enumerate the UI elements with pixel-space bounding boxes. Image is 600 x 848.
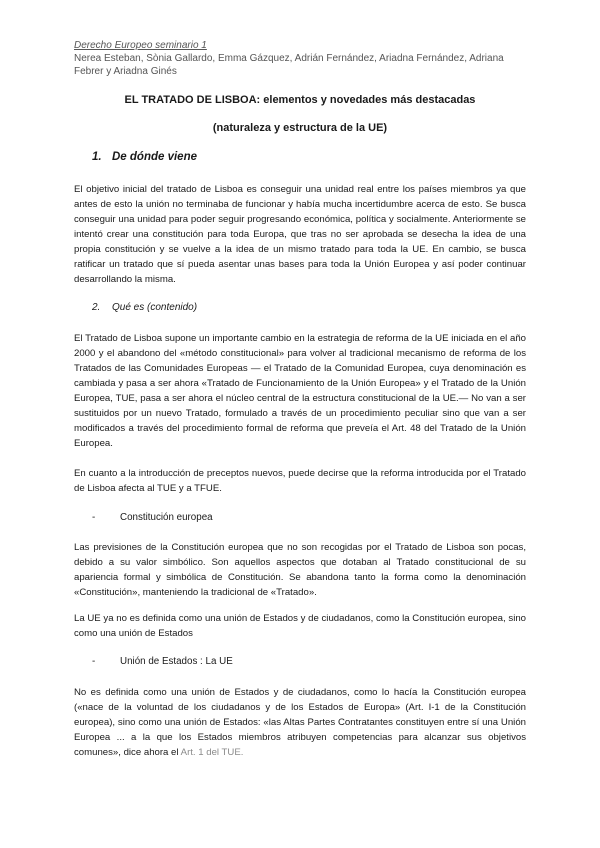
- document-subtitle: (naturaleza y estructura de la UE): [212, 122, 388, 134]
- course-header: Derecho Europeo seminario 1: [74, 40, 207, 51]
- section-2-paragraph-2: En cuanto a la introducción de preceptos nuevos, puede decirse que la reforma introducida por el Tratado de Lisboa afecta al TUE y a TFUE.: [74, 468, 526, 494]
- section-1-title: De dónde viene: [112, 151, 197, 163]
- bullet-dash: -: [92, 512, 96, 523]
- document-title: EL TRATADO DE LISBOA: elementos y novedades más destacadas: [124, 94, 476, 106]
- bullet-label: Constitución europea: [120, 512, 213, 523]
- section-2-heading: [92, 302, 197, 313]
- section-1-paragraph: El objetivo inicial del tratado de Lisboa es conseguir una unidad real entre los países miembros ya que antes de esto la unión no terminaba de funcionar y había mucha incertidumbre acerca de esto. Se busca conseguir una unidad para poder seguir progresando económica, política y socialmente. Anteriormente se intentó crear una constitución para toda Europa, que tras no ser aprobada se desecha la idea de una propia constitución y se vuelve a la idea de un mismo tratado para toda la UE. En cambio, se busca ratificar un tratado que sí pueda asentar unas bases para toda la Unión Europea y así poder continuar desarrollando la misma.: [74, 184, 526, 285]
- bullet-dash: -: [92, 656, 96, 667]
- authors-line: Nerea Esteban, Sònia Gallardo, Emma Gázquez, Adrián Fernández, Ariadna Fernández, Adriana Febrer y Ariadna Ginés: [74, 53, 504, 77]
- bullet-union-estados: [92, 656, 233, 667]
- constitucion-paragraph-2: La UE ya no es definida como una unión de Estados y de ciudadanos, como la Constitución europea, sino como una unión de Estados: [74, 613, 526, 639]
- section-2-title: Qué es (contenido): [112, 302, 198, 313]
- section-1-heading: [92, 151, 197, 163]
- bullet-label: Unión de Estados : La UE: [120, 656, 233, 667]
- bullet-constitucion: [92, 512, 213, 523]
- union-estados-paragraph: [74, 685, 526, 760]
- constitucion-paragraph-1: Las previsiones de la Constitución europea que no son recogidas por el Tratado de Lisboa son pocas, debido a su valor simbólico. Son aquellos aspectos que dotaban al Tratado constitucional de su apariencia formal y simbólica de Constitución. Se abandona tanto la forma como la denominación «Constitución», manteniendo la tradicional de «Tratado».: [74, 542, 526, 598]
- section-2-number: 2.: [92, 302, 101, 313]
- section-2-paragraph-1: El Tratado de Lisboa supone un importante cambio en la estrategia de reforma de la UE iniciada en el año 2000 y el abandono del «método constitucional» para volver al tradicional mecanismo de reforma de los Tratados de las Comunidades Europeas — el Tratado de la Comunidad Europea, cuya denominación es cambiada y pasa a ser ahora «Tratado de Funcionamiento de la Unión Europea» y el Tratado de la Unión Europea, TUE, pasa a ser ahora el núcleo central de la estructura constitucional de la UE.— No van a ser sustituidos por un nuevo Tratado, formulado a través de un procedimiento peculiar sino que van a ser modificados a través del procedimiento formal de reforma que preveía el Art. 48 del Tratado de la Unión Europea.: [74, 333, 526, 449]
- article-reference: Art. 1 del TUE.: [180, 747, 244, 758]
- section-1-number: 1.: [92, 151, 102, 163]
- union-estados-text: No es definida como una unión de Estados y de ciudadanos, como lo hacía la Constitución europea («nace de la voluntad de los ciudadanos y de los Estados de Europa» (Art. I-1 de la Constitución europea), sino como una unión de Estados: «las Altas Partes Contratantes constituyen entre sí una Unión Europea ... a la que los Estados miembros atribuyen competencias para alcanzar sus objetivos comunes», dice ahora el: [74, 687, 526, 758]
